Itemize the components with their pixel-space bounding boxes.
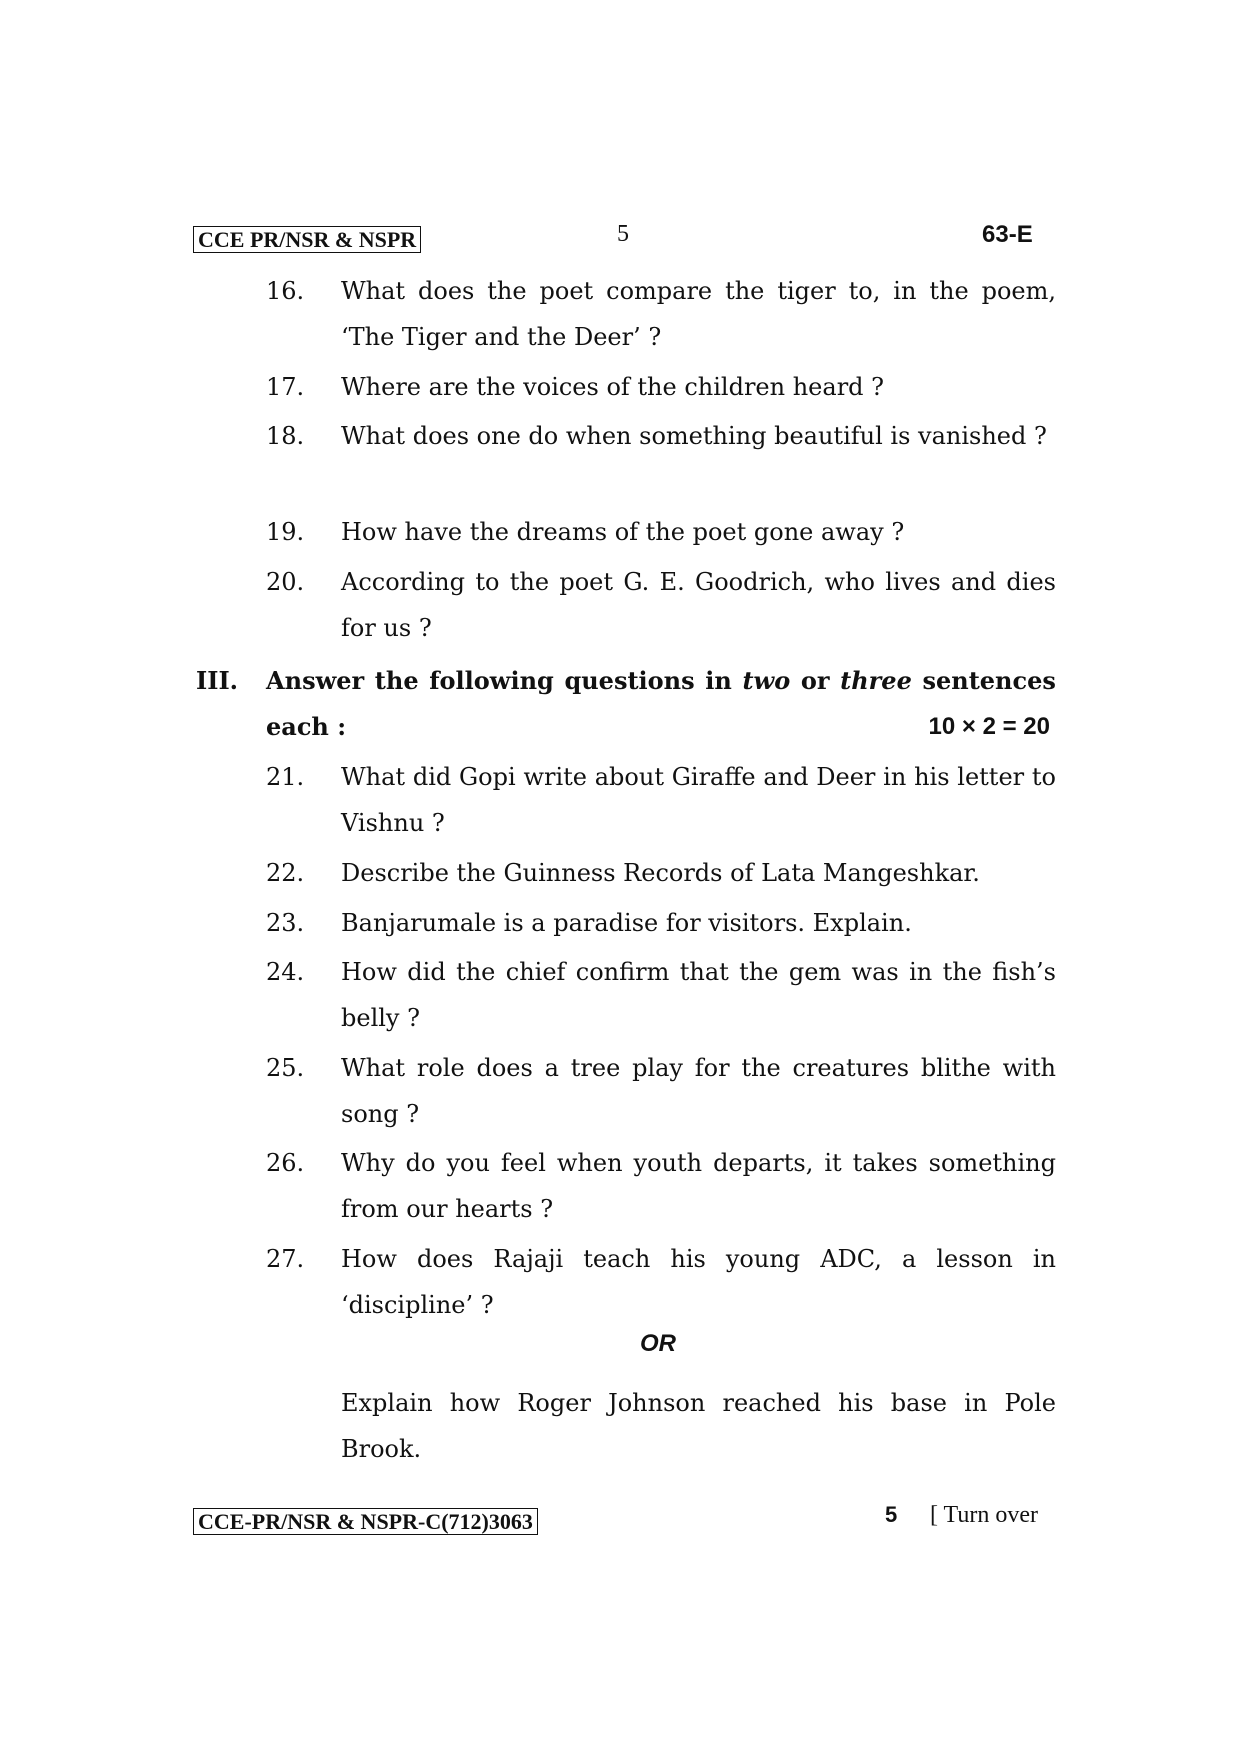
question-22 xyxy=(266,850,1056,896)
question-number: 18. xyxy=(266,422,305,450)
footer-page-number: 5 xyxy=(885,1502,898,1527)
instruction-word: questions xyxy=(564,666,695,695)
header-page-number: 5 xyxy=(617,221,629,247)
instruction-word: sentences xyxy=(922,666,1056,695)
header-code-box: CCE PR/NSR & NSPR xyxy=(193,226,421,253)
turn-over-label: [ Turn over xyxy=(930,1502,1039,1528)
question-text: What does the poet compare the tiger to, in the poem, ‘The Tiger and the Deer’ ? xyxy=(341,277,1056,351)
instruction-word: two xyxy=(742,666,791,695)
question-number: 19. xyxy=(266,518,305,546)
question-17 xyxy=(266,364,1056,410)
question-text: Why do you feel when youth departs, it takes something from our hearts ? xyxy=(341,1149,1056,1223)
question-text: Banjarumale is a paradise for visitors. Explain. xyxy=(341,909,912,937)
question-number: 17. xyxy=(266,373,305,401)
instruction-word: in xyxy=(705,666,732,695)
question-20 xyxy=(266,559,1056,651)
question-27 xyxy=(266,1236,1056,1328)
instruction-word: the xyxy=(374,666,419,695)
question-text: Where are the voices of the children heard ? xyxy=(341,373,885,401)
question-text: Describe the Guinness Records of Lata Mangeshkar. xyxy=(341,859,980,887)
instruction-word: three xyxy=(840,666,912,695)
question-text: Explain how Roger Johnson reached his base in Pole Brook. xyxy=(341,1389,1056,1463)
question-text: What role does a tree play for the creatures blithe with song ? xyxy=(341,1054,1056,1128)
question-text: What did Gopi write about Giraffe and Deer in his letter to Vishnu ? xyxy=(341,763,1056,837)
question-text: According to the poet G. E. Goodrich, who lives and dies for us ? xyxy=(341,568,1056,642)
question-text: What does one do when something beautiful is vanished ? xyxy=(341,422,1047,450)
question-number: 26. xyxy=(266,1149,305,1177)
question-number: 24. xyxy=(266,958,305,986)
question-24 xyxy=(266,949,1056,1041)
question-text: How have the dreams of the poet gone away ? xyxy=(341,518,905,546)
question-text: How did the chief confirm that the gem was in the fish’s belly ? xyxy=(341,958,1056,1032)
instruction-word: Answer xyxy=(266,666,365,695)
question-18 xyxy=(266,413,1056,459)
question-19 xyxy=(266,509,1056,555)
question-number: 27. xyxy=(266,1245,305,1273)
question-16 xyxy=(266,268,1056,360)
question-number: 25. xyxy=(266,1054,305,1082)
question-23 xyxy=(266,900,1056,946)
question-text: How does Rajaji teach his young ADC, a lesson in ‘discipline’ ? xyxy=(341,1245,1056,1319)
section-each-label: each : xyxy=(266,712,347,741)
or-separator: OR xyxy=(640,1330,676,1357)
footer-code-box: CCE-PR/NSR & NSPR-C(712)3063 xyxy=(193,1508,538,1535)
question-number: 20. xyxy=(266,568,305,596)
section-marks: 10 × 2 = 20 xyxy=(928,713,1050,740)
section-instruction xyxy=(266,658,1056,704)
header-paper-code: 63-E xyxy=(982,221,1033,248)
question-number: 21. xyxy=(266,763,305,791)
question-26 xyxy=(266,1140,1056,1232)
question-number: 22. xyxy=(266,859,305,887)
instruction-word: following xyxy=(429,666,554,695)
question-21 xyxy=(266,754,1056,846)
section-3-heading xyxy=(196,658,1056,750)
question-25 xyxy=(266,1045,1056,1137)
question-27-alternative xyxy=(266,1380,1056,1472)
question-number: 23. xyxy=(266,909,305,937)
question-number: 16. xyxy=(266,277,305,305)
instruction-word: or xyxy=(800,666,830,695)
section-roman-numeral: III. xyxy=(196,666,239,695)
